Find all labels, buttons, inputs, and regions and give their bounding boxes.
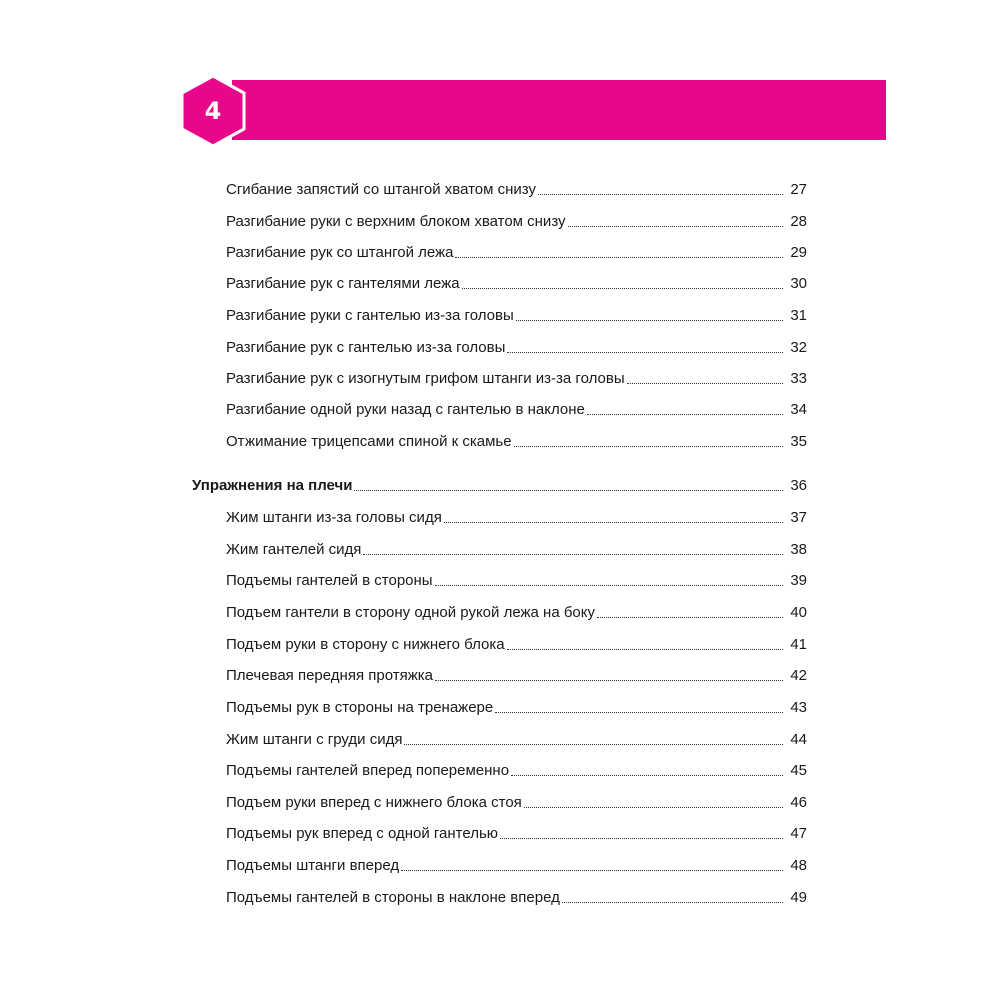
- toc-dot-leader: [354, 489, 783, 491]
- toc-entry: [226, 397, 807, 419]
- toc-section-heading: [192, 473, 807, 495]
- page-number-badge: [178, 73, 248, 149]
- toc-dot-leader: [514, 445, 783, 447]
- toc-entry-page-number: 45: [790, 762, 807, 779]
- toc-entry-title: Подъемы гантелей вперед попеременно: [226, 762, 510, 779]
- toc-entry-title: Подъем руки вперед с нижнего блока стоя: [226, 794, 522, 811]
- toc-entry: [226, 885, 807, 907]
- toc-entry-title: Жим штанги из-за головы сидя: [226, 509, 442, 526]
- toc-entry-page-number: 30: [790, 275, 807, 292]
- toc-entry: [226, 429, 807, 451]
- toc-entry-page-number: 36: [790, 477, 807, 494]
- toc-entry-title: Разгибание рук с изогнутым грифом штанги из-за головы: [226, 370, 625, 387]
- toc-entry-page-number: 49: [790, 889, 807, 906]
- toc-dot-leader: [627, 382, 783, 384]
- toc-dot-leader: [524, 806, 783, 808]
- toc-entry-title: Разгибание рук со штангой лежа: [226, 244, 454, 261]
- toc-entry-page-number: 28: [790, 213, 807, 230]
- toc-dot-leader: [401, 869, 783, 871]
- toc-entry-page-number: 38: [790, 541, 807, 558]
- toc-entry-page-number: 43: [790, 699, 807, 716]
- toc-entry-title: Подъемы рук вперед с одной гантелью: [226, 825, 499, 842]
- toc-entry-page-number: 48: [790, 857, 807, 874]
- toc-dot-leader: [500, 837, 783, 839]
- toc-dot-leader: [444, 521, 783, 523]
- toc-entry-title: Разгибание руки с верхним блоком хватом снизу: [226, 213, 566, 230]
- toc-entry-page-number: 46: [790, 794, 807, 811]
- toc-dot-leader: [462, 287, 783, 289]
- toc-entry-page-number: 35: [790, 433, 807, 450]
- toc-dot-leader: [507, 351, 783, 353]
- toc-entry: [226, 632, 807, 654]
- toc-entry-page-number: 37: [790, 509, 807, 526]
- toc-entry-page-number: 29: [790, 244, 807, 261]
- toc-entry-page-number: 44: [790, 731, 807, 748]
- toc-entry: [226, 663, 807, 685]
- toc-entry-page-number: 42: [790, 667, 807, 684]
- toc-entry-title: Жим гантелей сидя: [226, 541, 362, 558]
- toc-entry-page-number: 33: [790, 370, 807, 387]
- toc-entry: [226, 209, 807, 231]
- toc-entry-page-number: 31: [790, 307, 807, 324]
- toc-entry-title: Разгибание одной руки назад с гантелью в наклоне: [226, 401, 585, 418]
- toc-entry: [226, 177, 807, 199]
- toc-entry: [226, 303, 807, 325]
- toc-dot-leader: [516, 319, 783, 321]
- toc-entry: [226, 537, 807, 559]
- toc-entry-title: Жим штанги с груди сидя: [226, 731, 403, 748]
- toc-entry: [226, 695, 807, 717]
- toc-entry: [226, 727, 807, 749]
- toc-entry-page-number: 47: [790, 825, 807, 842]
- toc-dot-leader: [597, 616, 783, 618]
- toc-entry-page-number: 34: [790, 401, 807, 418]
- toc-dot-leader: [568, 225, 783, 227]
- toc-entry-title: Подъем руки в сторону с нижнего блока: [226, 636, 505, 653]
- header-bar: [232, 80, 886, 140]
- toc-entry-title: Сгибание запястий со штангой хватом снизу: [226, 181, 536, 198]
- toc-dot-leader: [435, 679, 783, 681]
- toc-dot-leader: [404, 743, 783, 745]
- toc-entry-title: Подъемы гантелей в стороны: [226, 572, 433, 589]
- toc-entry: [226, 335, 807, 357]
- toc-dot-leader: [587, 413, 783, 415]
- toc-entry-page-number: 27: [790, 181, 807, 198]
- toc-entry-title: Подъемы штанги вперед: [226, 857, 400, 874]
- toc-entry: [226, 271, 807, 293]
- toc-entry-title: Подъемы гантелей в стороны в наклоне вперед: [226, 889, 560, 906]
- toc-entry: [226, 600, 807, 622]
- toc-dot-leader: [538, 193, 783, 195]
- toc-entry-page-number: 40: [790, 604, 807, 621]
- toc-dot-leader: [363, 553, 783, 555]
- toc-entry-title: Разгибание рук с гантелями лежа: [226, 275, 460, 292]
- toc-dot-leader: [455, 256, 783, 258]
- toc-entry-title: Плечевая передняя протяжка: [226, 667, 433, 684]
- toc-entry-page-number: 39: [790, 572, 807, 589]
- toc-entry-title: Подъемы рук в стороны на тренажере: [226, 699, 494, 716]
- toc-entry: [226, 366, 807, 388]
- toc-entry: [226, 568, 807, 590]
- toc-dot-leader: [507, 648, 783, 650]
- toc-entry-title: Упражнения на плечи: [192, 477, 353, 494]
- toc-entry-page-number: 32: [790, 339, 807, 356]
- toc-entry-title: Отжимание трицепсами спиной к скамье: [226, 433, 512, 450]
- toc-entry: [226, 505, 807, 527]
- toc-entry-page-number: 41: [790, 636, 807, 653]
- toc-dot-leader: [562, 901, 783, 903]
- toc-entry-title: Разгибание руки с гантелью из-за головы: [226, 307, 514, 324]
- toc-entry: [226, 821, 807, 843]
- toc-dot-leader: [511, 774, 783, 776]
- toc-entry: [226, 240, 807, 262]
- toc-entry: [226, 758, 807, 780]
- toc-entry-title: Подъем гантели в сторону одной рукой лежа на боку: [226, 604, 596, 621]
- toc-dot-leader: [495, 711, 783, 713]
- toc-dot-leader: [435, 584, 783, 586]
- page-number: 4: [204, 97, 222, 125]
- toc-entry-title: Разгибание рук с гантелью из-за головы: [226, 339, 506, 356]
- toc-entry: [226, 790, 807, 812]
- toc-entry: [226, 853, 807, 875]
